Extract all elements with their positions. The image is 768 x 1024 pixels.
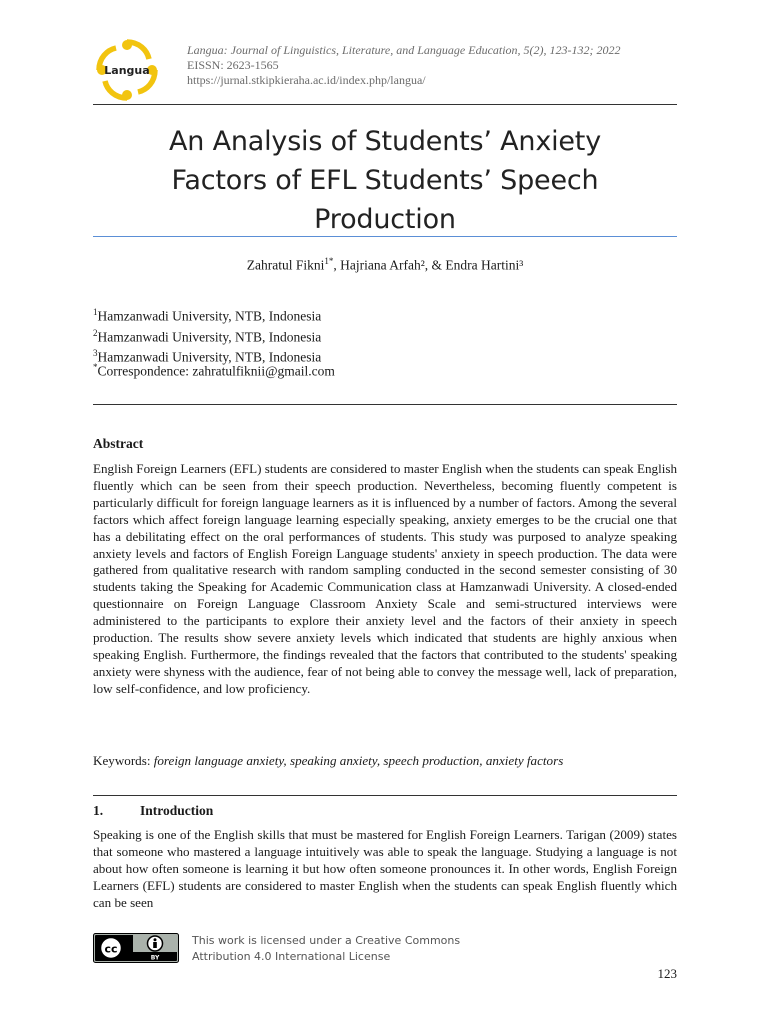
cc-text: cc bbox=[104, 942, 118, 956]
title-line: An Analysis of Students’ Anxiety bbox=[169, 126, 601, 157]
section-title: Introduction bbox=[140, 803, 214, 818]
introduction-text: Speaking is one of the English skills that must be mastered for English Foreign Learners. Tarigan (2009) states that someone who mastered a language intuitively was able to speak the language. Studying a language is not about how often someone is learning it but how often someone pronounces it. In other words, English Foreign Learners (EFL) students are considered to master English when the students can speak English fluently which can be seen bbox=[93, 827, 677, 910]
license-line[interactable]: Attribution 4.0 International License bbox=[192, 950, 391, 963]
affiliation-item bbox=[93, 304, 321, 325]
author-1: Zahratul Fikni bbox=[246, 257, 325, 273]
affiliation-item bbox=[93, 325, 321, 346]
by-text: BY bbox=[150, 954, 160, 962]
abstract-text: English Foreign Learners (EFL) students are considered to master English when the students can speak English fluently which can be seen from their speech production. Nevertheless, becoming fluently competent is particularly difficult for foreign language learners as it is influenced by a number of factors. Among the several factors which affect foreign language learning especially speaking, anxiety emerges to be the crucial one that has a debilitating effect on the oral performances of students. This study was purposed to analyze speaking anxiety levels and factors of English Foreign Language students' anxiety in speech production. The data were gathered from qualitative research with random sampling conducted in the second semester consisting of 30 students taking the Speaking for Academic Communication class at Hamzanwadi University. A closed-ended questionnaire on Foreign Language Classroom Anxiety Scale and semi-structured interviews were administered to the participants to explore their anxiety level and the factors of their anxiety in speech production. The results show severe anxiety levels which indicated that students are highly anxious when speaking English. Furthermore, the findings revealed that the factors that contributed to the students' speaking anxiety were shyness with the audience, fear of not being able to convey the message well, lack of preparation, low self-confidence, and low proficiency. bbox=[93, 461, 677, 696]
license-note bbox=[192, 933, 460, 965]
affiliation-text: Hamzanwadi University, NTB, Indonesia bbox=[97, 308, 322, 324]
journal-url[interactable]: https://jurnal.stkipkieraha.ac.id/index.php/langua/ bbox=[187, 73, 426, 87]
affiliation-text: Hamzanwadi University, NTB, Indonesia bbox=[97, 329, 322, 344]
abstract-heading: Abstract bbox=[93, 436, 144, 451]
introduction-heading bbox=[93, 803, 213, 819]
section-rule bbox=[93, 404, 677, 405]
affiliations bbox=[93, 304, 321, 366]
keywords bbox=[93, 753, 677, 769]
correspondence bbox=[93, 362, 335, 380]
affiliation-sup: 1 bbox=[93, 307, 98, 317]
title-line: Production bbox=[314, 204, 456, 235]
paper-title bbox=[93, 122, 677, 239]
affiliation-text: Hamzanwadi University, NTB, Indonesia bbox=[97, 349, 322, 365]
eissn: EISSN: 2623-1565 bbox=[187, 58, 279, 72]
title-rule bbox=[93, 236, 677, 237]
keywords-text: foreign language anxiety, speaking anxiety, speech production, anxiety factors bbox=[153, 753, 564, 768]
cc-by-license-badge[interactable] bbox=[93, 933, 179, 963]
journal-meta bbox=[187, 43, 621, 88]
authors bbox=[93, 256, 677, 274]
section-number: 1. bbox=[93, 803, 104, 818]
keywords-rule bbox=[93, 795, 677, 796]
langua-logo bbox=[94, 37, 160, 103]
affiliation-sup: 2 bbox=[93, 327, 98, 338]
license-line[interactable]: This work is licensed under a Creative Commons bbox=[192, 934, 461, 947]
header-rule bbox=[93, 104, 677, 105]
affiliation-sup: 3 bbox=[93, 348, 98, 358]
correspondence-sup: * bbox=[93, 362, 98, 372]
page-number: 123 bbox=[657, 966, 677, 981]
journal-line: Langua: Journal of Linguistics, Literature, and Language Education, 5(2), 123-132; 2022 bbox=[187, 43, 621, 57]
author-1-sup: 1* bbox=[324, 256, 334, 266]
title-line: Factors of EFL Students’ Speech bbox=[171, 165, 599, 196]
logo-text: Langua bbox=[104, 64, 150, 77]
other-authors: , Hajriana Arfah², & Endra Hartini³ bbox=[333, 257, 524, 273]
correspondence-text[interactable]: Correspondence: zahratulfiknii@gmail.com bbox=[97, 363, 335, 379]
keywords-label: Keywords: bbox=[93, 753, 154, 768]
